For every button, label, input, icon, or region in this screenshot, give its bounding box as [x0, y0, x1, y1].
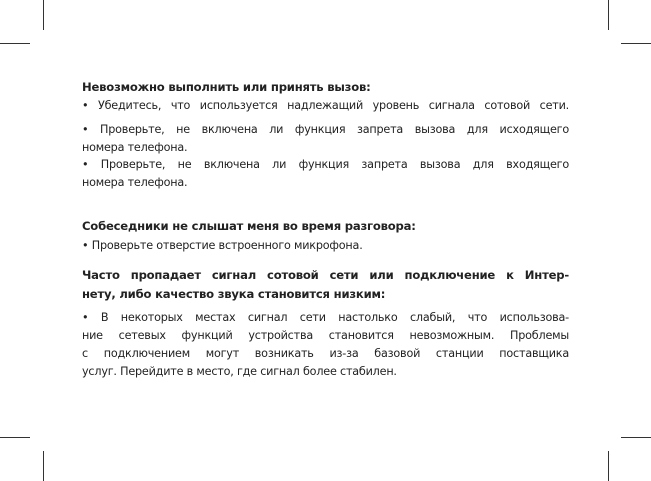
- bullet-item-cont: с подключением могут возникать из-за базовой станции поставщика: [82, 347, 569, 360]
- section-heading: Невозможно выполнить или принять вызов:: [82, 80, 371, 94]
- bullet-item-cont: услуг. Перейдите в место, где сигнал более стабилен.: [82, 365, 397, 378]
- section-heading: Часто пропадает сигнал сотовой сети или подключение к Интер-: [82, 268, 569, 282]
- crop-mark: [608, 451, 609, 481]
- section-heading: Собеседники не слышат меня во время разговора:: [82, 219, 416, 233]
- crop-mark: [608, 0, 609, 30]
- bullet-item: • В некоторых местах сигнал сети настолько слабый, что использова-: [82, 311, 569, 324]
- crop-mark: [0, 43, 30, 44]
- bullet-item-cont: номера телефона.: [82, 141, 188, 154]
- bullet-item: • Проверьте отверстие встроенного микрофона.: [82, 239, 363, 252]
- bullet-item-cont: номера телефона.: [82, 176, 188, 189]
- bullet-item: • Убедитесь, что используется надлежащий уровень сигнала сотовой сети.: [82, 99, 569, 112]
- crop-mark: [621, 43, 651, 44]
- crop-mark: [621, 437, 651, 438]
- crop-mark: [0, 437, 30, 438]
- crop-mark: [43, 0, 44, 30]
- bullet-item-cont: ние сетевых функций устройства становится невозможным. Проблемы: [82, 329, 569, 342]
- crop-mark: [43, 451, 44, 481]
- bullet-item: • Проверьте, не включена ли функция запрета вызова для исходящего: [82, 123, 569, 136]
- bullet-item: • Проверьте, не включена ли функция запрета вызова для входящего: [82, 158, 569, 171]
- section-heading-cont: нету, либо качество звука становится низким:: [82, 287, 386, 301]
